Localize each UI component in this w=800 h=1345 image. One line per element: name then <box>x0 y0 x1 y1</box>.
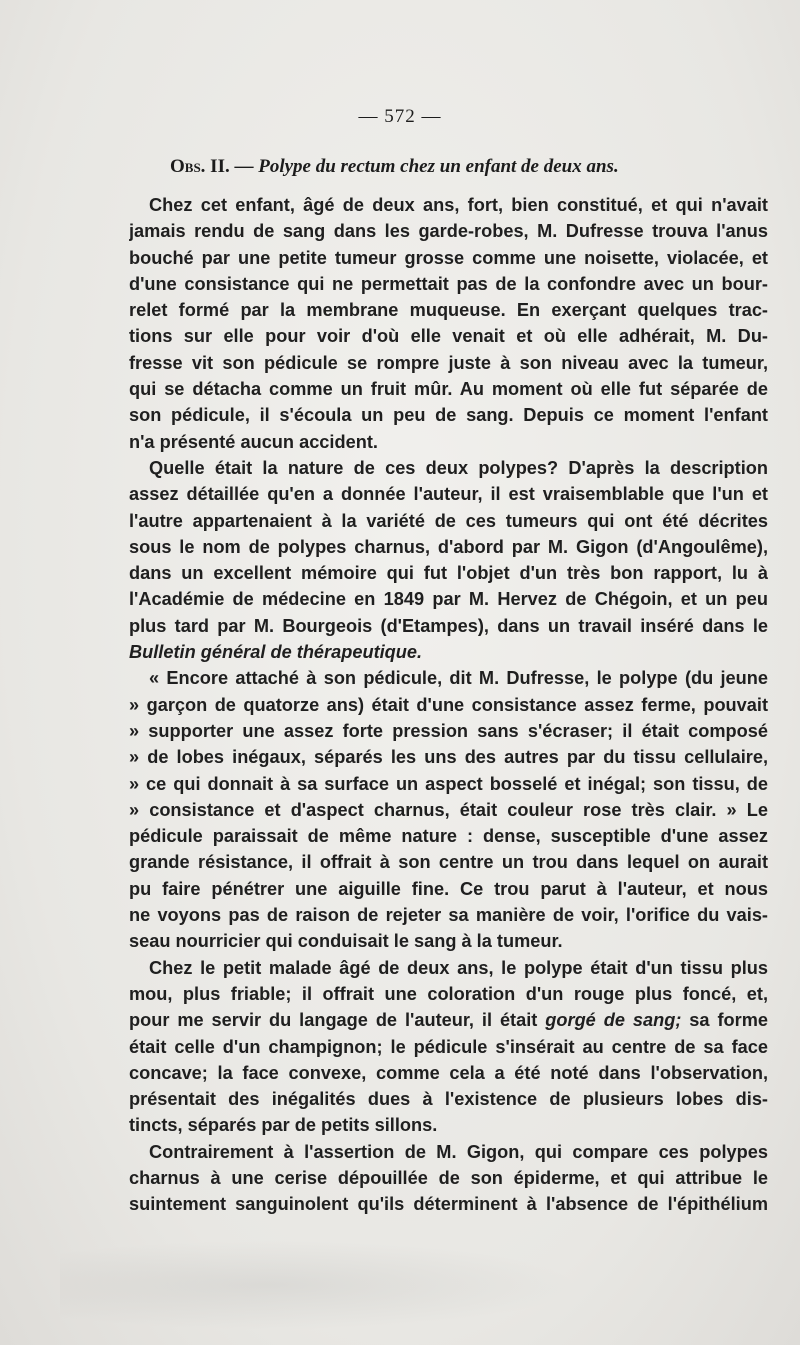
observation-title: Polype du rectum chez un enfant de deux ans. <box>258 156 619 177</box>
text-line: assez détaillée qu'en a donnée l'auteur, il est vraisemblable que l'un et <box>129 484 768 505</box>
text-line: pu faire pénétrer une aiguille fine. Ce trou parut à l'auteur, et nous <box>129 878 768 899</box>
text-line: relet formé par la membrane muqueuse. En exerçant quelques trac- <box>129 300 768 321</box>
text-line: « Encore attaché à son pédicule, dit M. Dufresse, le polype (du jeune <box>149 668 768 689</box>
page-number: — 572 — <box>358 106 442 127</box>
text-line: grande résistance, il offrait à son centre un trou dans lequel on aurait <box>129 852 768 873</box>
text-line: charnus à une cerise dépouillée de son épiderme, et qui attribue le <box>129 1167 768 1188</box>
text-line: Quelle était la nature de ces deux polypes? D'après la description <box>149 457 768 478</box>
body-text <box>129 192 768 1218</box>
text-line: Chez le petit malade âgé de deux ans, le polype était d'un tissu plus <box>149 957 768 978</box>
text-line: concave; la face convexe, comme cela a été noté dans l'observation, <box>129 1062 768 1083</box>
text-line: l'autre appartenaient à la variété de ces tumeurs qui ont été décrites <box>129 510 768 531</box>
text-line: était celle d'un champignon; le pédicule s'insérait au centre de sa face <box>129 1036 768 1057</box>
text-line: bouché par une petite tumeur grosse comme une noisette, violacée, et <box>129 247 768 268</box>
text-line: ne voyons pas de raison de rejeter sa manière de voir, l'orifice du vais- <box>129 905 768 926</box>
text-line: Contrairement à l'assertion de M. Gigon, qui compare ces polypes <box>149 1141 768 1162</box>
text-line: » supporter une assez forte pression sans s'écraser; il était composé <box>129 720 768 741</box>
text-line: plus tard par M. Bourgeois (d'Etampes), dans un travail inséré dans le <box>129 615 768 636</box>
text-line: jamais rendu de sang dans les garde-robes, M. Dufresse trouva l'anus <box>129 221 768 242</box>
text-line: tincts, séparés par de petits sillons. <box>129 1115 438 1136</box>
text-line: son pédicule, il s'écoula un peu de sang. Depuis ce moment l'enfant <box>129 405 768 426</box>
text-line: présentait des inégalités dues à l'existence de plusieurs lobes dis- <box>129 1089 768 1110</box>
text-line: qui se détacha comme un fruit mûr. Au moment où elle fut séparée de <box>129 379 768 400</box>
text-line: fresse vit son pédicule se rompre juste à son niveau avec la tumeur, <box>129 352 768 373</box>
observation-heading <box>170 156 770 178</box>
text-line: tions sur elle pour voir d'où elle venait et où elle adhérait, M. Du- <box>129 326 768 347</box>
text-line: d'une consistance qui ne permettait pas de la confondre avec un bour- <box>129 273 768 294</box>
text-line: pour me servir du langage de l'auteur, il était gorgé de sang; sa forme <box>129 1010 768 1031</box>
text-line: sous le nom de polypes charnus, d'abord par M. Gigon (d'Angoulême), <box>129 536 768 557</box>
text-line: mou, plus friable; il offrait une coloration d'un rouge plus foncé, et, <box>129 983 768 1004</box>
text-line: suintement sanguinolent qu'ils déterminent à l'absence de l'épithélium <box>129 1194 768 1215</box>
text-line: dans un excellent mémoire qui fut l'objet d'un très bon rapport, lu à <box>129 563 768 584</box>
text-line: Chez cet enfant, âgé de deux ans, fort, bien constitué, et qui n'avait <box>149 195 768 215</box>
text-line: » garçon de quatorze ans) était d'une consistance assez ferme, pouvait <box>129 694 768 715</box>
text-line: pédicule paraissait de même nature : dense, susceptible d'une assez <box>129 826 768 847</box>
text-line: » de lobes inégaux, séparés les uns des autres par du tissu cellulaire, <box>129 747 768 768</box>
text-line: » consistance et d'aspect charnus, était couleur rose très clair. » Le <box>129 799 768 820</box>
observation-label: Obs. II. — <box>170 156 254 177</box>
text-line: seau nourricier qui conduisait le sang à la tumeur. <box>129 931 563 952</box>
page-smudge <box>60 1240 580 1330</box>
text-line: Bulletin général de thérapeutique. <box>129 642 423 663</box>
text-line: n'a présenté aucun accident. <box>129 431 378 452</box>
text-line: l'Académie de médecine en 1849 par M. Hervez de Chégoin, et un peu <box>129 589 768 610</box>
text-line: » ce qui donnait à sa surface un aspect bosselé et inégal; son tissu, de <box>129 773 768 794</box>
